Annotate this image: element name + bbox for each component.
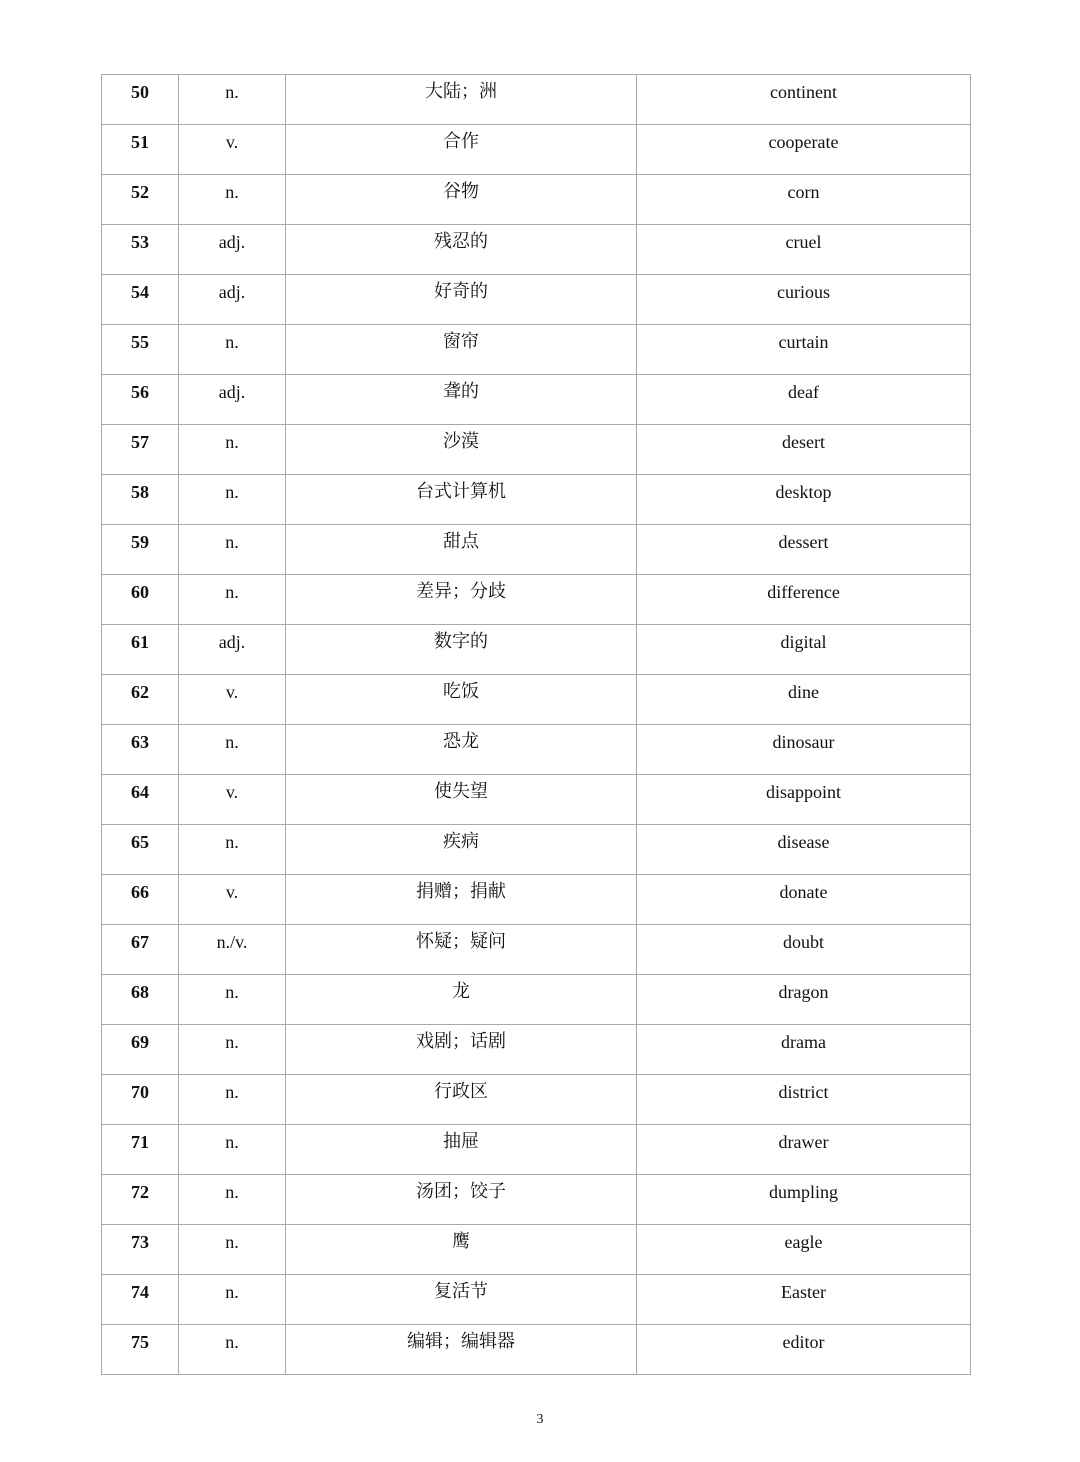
row-number: 68 [102,975,179,1025]
english-word: editor [637,1325,971,1375]
row-number: 75 [102,1325,179,1375]
english-word: district [637,1075,971,1125]
chinese-meaning: 谷物 [286,175,637,225]
part-of-speech: n. [179,175,286,225]
row-number: 69 [102,1025,179,1075]
part-of-speech: adj. [179,375,286,425]
chinese-meaning: 龙 [286,975,637,1025]
table-row [102,175,971,225]
row-number: 62 [102,675,179,725]
row-number: 67 [102,925,179,975]
table-row [102,625,971,675]
table-row [102,875,971,925]
english-word: dinosaur [637,725,971,775]
part-of-speech: n. [179,525,286,575]
row-number: 71 [102,1125,179,1175]
chinese-meaning: 怀疑；疑问 [286,925,637,975]
row-number: 64 [102,775,179,825]
english-word: dumpling [637,1175,971,1225]
table-row [102,425,971,475]
table-row [102,925,971,975]
chinese-meaning: 复活节 [286,1275,637,1325]
english-word: continent [637,75,971,125]
part-of-speech: n. [179,1325,286,1375]
row-number: 54 [102,275,179,325]
part-of-speech: n. [179,1225,286,1275]
chinese-meaning: 汤团；饺子 [286,1175,637,1225]
chinese-meaning: 好奇的 [286,275,637,325]
page-number: 3 [536,1412,544,1427]
table-row [102,825,971,875]
english-word: eagle [637,1225,971,1275]
row-number: 72 [102,1175,179,1225]
english-word: Easter [637,1275,971,1325]
row-number: 63 [102,725,179,775]
english-word: difference [637,575,971,625]
vocabulary-table-body [102,75,971,1375]
part-of-speech: n. [179,1025,286,1075]
table-row [102,275,971,325]
part-of-speech: n. [179,1175,286,1225]
part-of-speech: v. [179,775,286,825]
table-row [102,1125,971,1175]
chinese-meaning: 残忍的 [286,225,637,275]
part-of-speech: adj. [179,625,286,675]
row-number: 65 [102,825,179,875]
table-row [102,475,971,525]
table-row [102,1075,971,1125]
table-row [102,575,971,625]
part-of-speech: n. [179,425,286,475]
part-of-speech: n. [179,1125,286,1175]
english-word: corn [637,175,971,225]
english-word: disappoint [637,775,971,825]
row-number: 53 [102,225,179,275]
english-word: donate [637,875,971,925]
vocabulary-table [101,74,971,1375]
part-of-speech: n. [179,825,286,875]
part-of-speech: n. [179,475,286,525]
chinese-meaning: 聋的 [286,375,637,425]
part-of-speech: n. [179,975,286,1025]
part-of-speech: n. [179,325,286,375]
english-word: disease [637,825,971,875]
row-number: 59 [102,525,179,575]
part-of-speech: n./v. [179,925,286,975]
row-number: 50 [102,75,179,125]
table-row [102,975,971,1025]
english-word: dine [637,675,971,725]
chinese-meaning: 吃饭 [286,675,637,725]
row-number: 58 [102,475,179,525]
table-row [102,1025,971,1075]
english-word: cooperate [637,125,971,175]
part-of-speech: n. [179,725,286,775]
chinese-meaning: 窗帘 [286,325,637,375]
part-of-speech: n. [179,575,286,625]
part-of-speech: n. [179,75,286,125]
english-word: curtain [637,325,971,375]
chinese-meaning: 数字的 [286,625,637,675]
table-row [102,1275,971,1325]
english-word: desktop [637,475,971,525]
english-word: dessert [637,525,971,575]
table-row [102,375,971,425]
chinese-meaning: 编辑；编辑器 [286,1325,637,1375]
chinese-meaning: 戏剧；话剧 [286,1025,637,1075]
part-of-speech: v. [179,875,286,925]
part-of-speech: adj. [179,275,286,325]
table-row [102,125,971,175]
table-row [102,1175,971,1225]
row-number: 66 [102,875,179,925]
english-word: drama [637,1025,971,1075]
chinese-meaning: 疾病 [286,825,637,875]
chinese-meaning: 甜点 [286,525,637,575]
row-number: 52 [102,175,179,225]
chinese-meaning: 合作 [286,125,637,175]
chinese-meaning: 鹰 [286,1225,637,1275]
row-number: 60 [102,575,179,625]
table-row [102,675,971,725]
chinese-meaning: 恐龙 [286,725,637,775]
row-number: 51 [102,125,179,175]
row-number: 56 [102,375,179,425]
english-word: drawer [637,1125,971,1175]
part-of-speech: n. [179,1275,286,1325]
table-row [102,325,971,375]
part-of-speech: v. [179,125,286,175]
table-row [102,725,971,775]
english-word: desert [637,425,971,475]
chinese-meaning: 沙漠 [286,425,637,475]
row-number: 70 [102,1075,179,1125]
english-word: doubt [637,925,971,975]
row-number: 73 [102,1225,179,1275]
table-row [102,1225,971,1275]
row-number: 55 [102,325,179,375]
english-word: dragon [637,975,971,1025]
part-of-speech: adj. [179,225,286,275]
chinese-meaning: 行政区 [286,1075,637,1125]
chinese-meaning: 捐赠；捐献 [286,875,637,925]
chinese-meaning: 抽屉 [286,1125,637,1175]
chinese-meaning: 大陆；洲 [286,75,637,125]
chinese-meaning: 台式计算机 [286,475,637,525]
chinese-meaning: 使失望 [286,775,637,825]
english-word: curious [637,275,971,325]
table-row [102,1325,971,1375]
row-number: 61 [102,625,179,675]
part-of-speech: n. [179,1075,286,1125]
part-of-speech: v. [179,675,286,725]
chinese-meaning: 差异；分歧 [286,575,637,625]
english-word: digital [637,625,971,675]
table-row [102,225,971,275]
row-number: 57 [102,425,179,475]
table-row [102,775,971,825]
english-word: cruel [637,225,971,275]
row-number: 74 [102,1275,179,1325]
english-word: deaf [637,375,971,425]
table-row [102,75,971,125]
table-row [102,525,971,575]
